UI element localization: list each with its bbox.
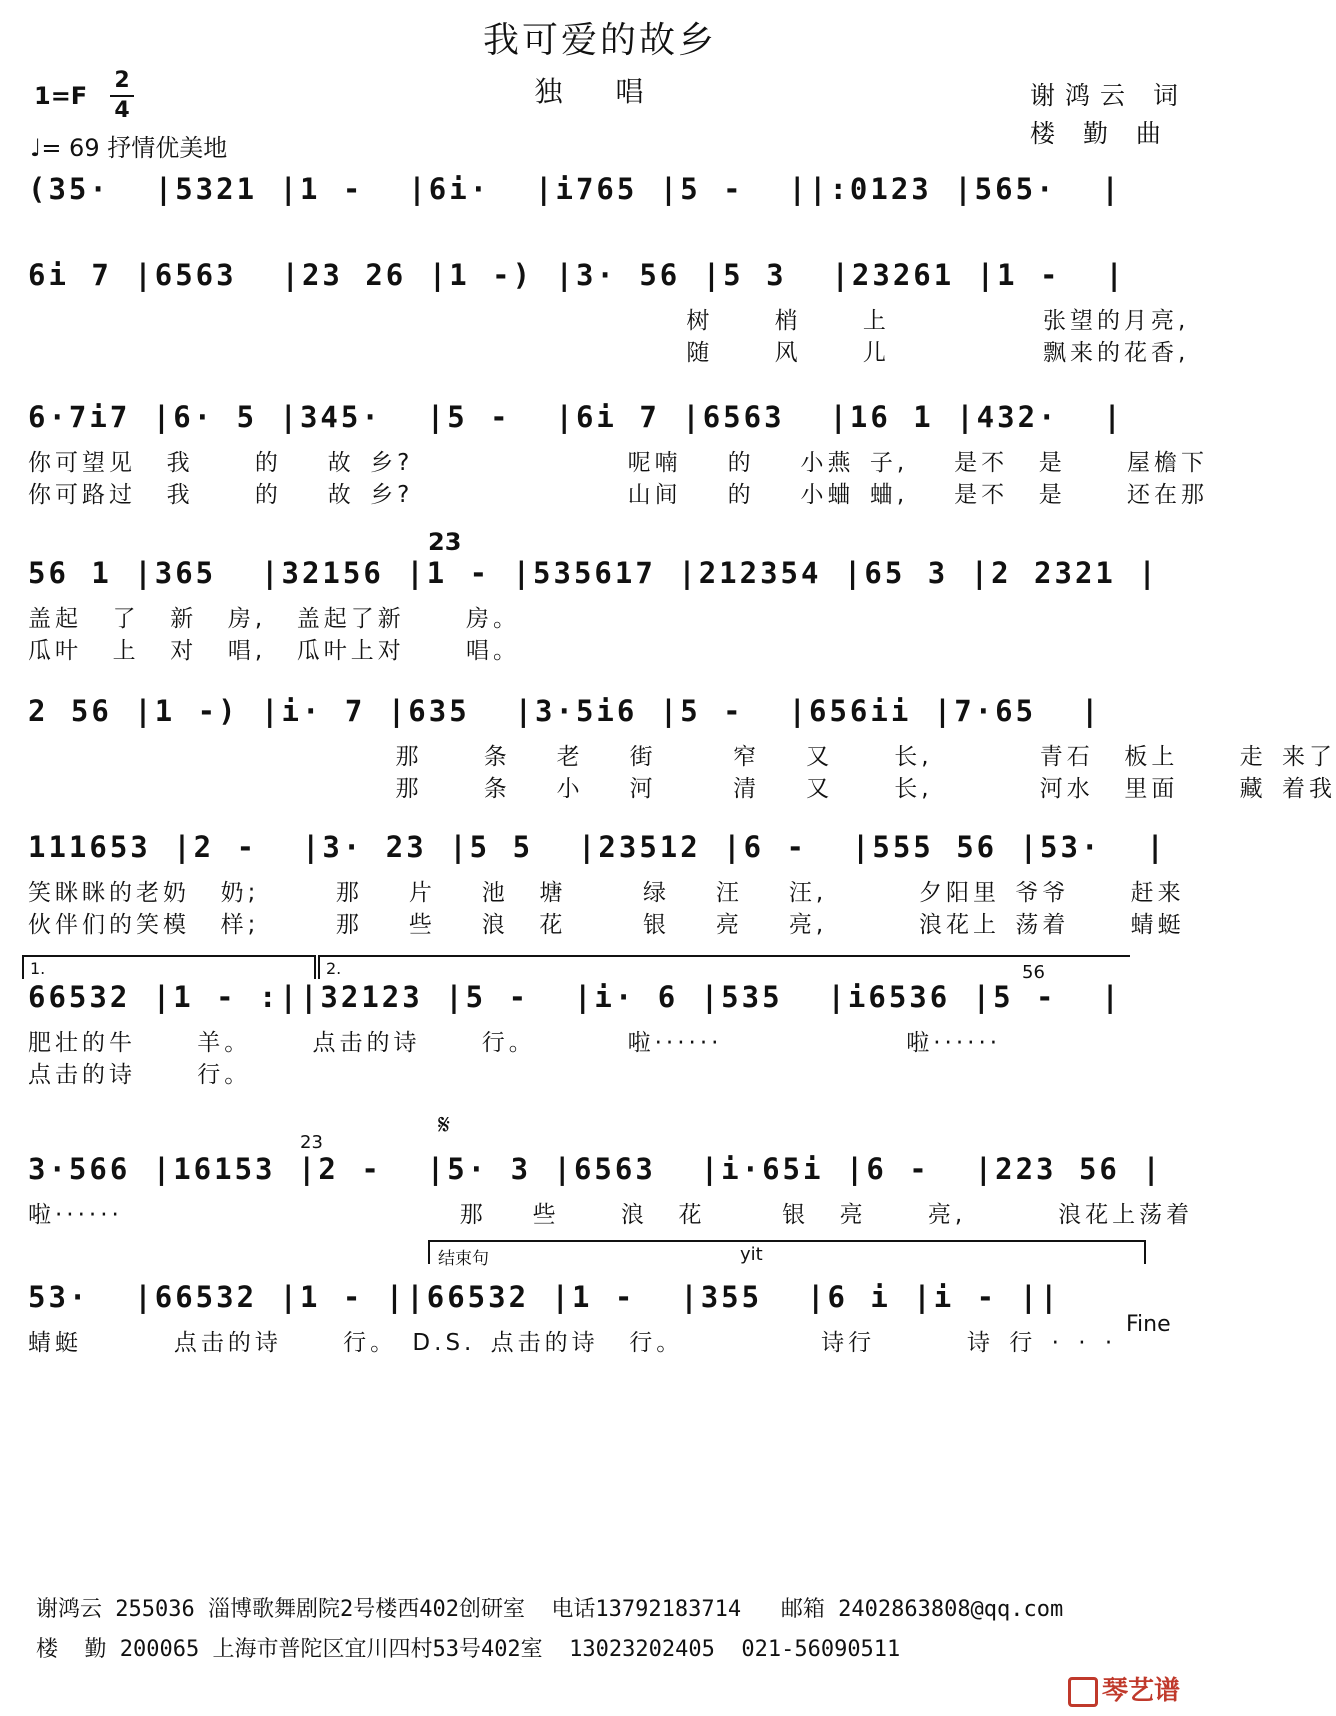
notes-line: 66532 |1 - :||32123 |5 - |i· 6 |535 |i6536 |5 - |	[28, 980, 1122, 1014]
page-title: 我可爱的故乡	[482, 20, 717, 61]
notes-line: (35· |5321 |1 - |6i· |i765 |5 - ||:0123 |565· |	[28, 172, 1122, 206]
score-system-9	[28, 1280, 1168, 1420]
grace-note-3: 23	[300, 1132, 323, 1153]
fine-mark: Fine	[1126, 1312, 1171, 1337]
logo-text: 琴艺谱	[1102, 1676, 1181, 1706]
ending-label: 结束句	[438, 1249, 489, 1269]
score-system-8	[28, 1152, 1194, 1292]
lyrics-verse-2: 伙伴们的笑模 样; 那 些 浪 花 银 亮 亮, 浪花上 荡着 蜻蜓	[28, 912, 1185, 938]
composer-credit: 楼 勤 曲	[1030, 119, 1171, 148]
notes-line: 53· |66532 |1 - ||66532 |1 - |355 |6 i |i - ||	[28, 1280, 1061, 1314]
lyrics-verse-1: 肥壮的牛 羊。 点击的诗 行。 啦······ 啦······	[28, 1030, 1002, 1056]
lyrics-verse-2: 你可路过 我 的 故 乡? 山间 的 小蛐 蛐, 是不 是 还在那	[28, 482, 1208, 508]
lyrics-verse-2: 随 风 儿 飘来的花香,	[28, 340, 1190, 366]
notes-line: 111653 |2 - |3· 23 |5 5 |23512 |6 - |555 56 |53· |	[28, 830, 1167, 864]
volta-1-label: 1.	[30, 959, 46, 978]
score-system-2	[28, 258, 1190, 398]
lyrics-verse-1: 啦······ 那 些 浪 花 银 亮 亮, 浪花上荡着	[28, 1202, 1194, 1228]
volta-bracket-2	[318, 955, 1130, 979]
score-system-5	[28, 694, 1336, 834]
brand-logo	[1068, 1670, 1180, 1707]
lyrics-verse-2: 瓜叶 上 对 唱, 瓜叶上对 唱。	[28, 638, 521, 664]
score-system-4	[28, 556, 1168, 696]
lyrics-verse-1: 树 梢 上 张望的月亮,	[28, 308, 1190, 334]
notes-line: 6i 7 |6563 |23 26 |1 -) |3· 56 |5 3 |23261 |1 - |	[28, 258, 1126, 292]
lyrics-verse-2: 点击的诗 行。	[28, 1062, 252, 1088]
score-system-6	[28, 830, 1185, 970]
segno-sign: 𝄋	[438, 1108, 451, 1141]
key-signature: 1=F	[34, 82, 88, 110]
grace-note-2: 56	[1022, 962, 1045, 983]
lyrics-verse-1: 你可望见 我 的 故 乡? 呢喃 的 小燕 子, 是不 是 屋檐下	[28, 450, 1208, 476]
time-signature-bottom: 4	[114, 98, 130, 123]
volta-2-label: 2.	[326, 959, 342, 978]
time-signature-top: 2	[114, 68, 130, 93]
notes-line: 3·566 |16153 |2 - |5· 3 |6563 |i·65i |6 - |223 56 |	[28, 1152, 1163, 1186]
logo-mark-icon	[1068, 1677, 1098, 1707]
grace-note-1: 23	[428, 528, 462, 556]
page-subtitle: 独 唱	[534, 75, 666, 108]
notes-line: 2 56 |1 -) |i· 7 |635 |3·5i6 |5 - |656ii |7·65 |	[28, 694, 1102, 728]
volta-bracket-1	[22, 955, 316, 979]
lyrics-verse-1: 笑眯眯的老奶 奶; 那 片 池 塘 绿 汪 汪, 夕阳里 爷爷 赶来	[28, 880, 1185, 906]
lyrics-verse-2: 那 条 小 河 清 又 长, 河水 里面 藏 着我	[28, 776, 1336, 802]
time-signature-bar	[110, 95, 134, 97]
notes-line: 6·7i7 |6· 5 |345· |5 - |6i 7 |6563 |16 1 |432· |	[28, 400, 1124, 434]
contact-line-1: 谢鸿云 255036 淄博歌舞剧院2号楼西402创研室 电话13792183714 邮箱 2402863808@qq.com	[36, 1597, 1064, 1622]
notes-line: 56 1 |365 |32156 |1 - |535617 |212354 |65 3 |2 2321 |	[28, 556, 1159, 590]
score-system-7	[28, 980, 1168, 1120]
lyrics-verse-1: 那 条 老 街 窄 又 长, 青石 板上 走 来了	[28, 744, 1336, 770]
score-system-3	[28, 400, 1208, 540]
time-signature	[110, 68, 134, 124]
ornament-yit: yit	[740, 1244, 763, 1265]
ending-bracket	[428, 1240, 1146, 1269]
lyrics-verse-1: 盖起 了 新 房, 盖起了新 房。	[28, 606, 521, 632]
contact-line-2: 楼 勤 200065 上海市普陀区宜川四村53号402室 13023202405 021-56090511	[36, 1637, 901, 1662]
tempo-marking: ♩= 69 抒情优美地	[30, 134, 228, 162]
lyricist-credit: 谢鸿云 词	[1030, 81, 1188, 110]
lyrics-verse-1: 蜻蜓 点击的诗 行。 D.S. 点击的诗 行。 诗行 诗 行 · · ·	[28, 1330, 1117, 1356]
